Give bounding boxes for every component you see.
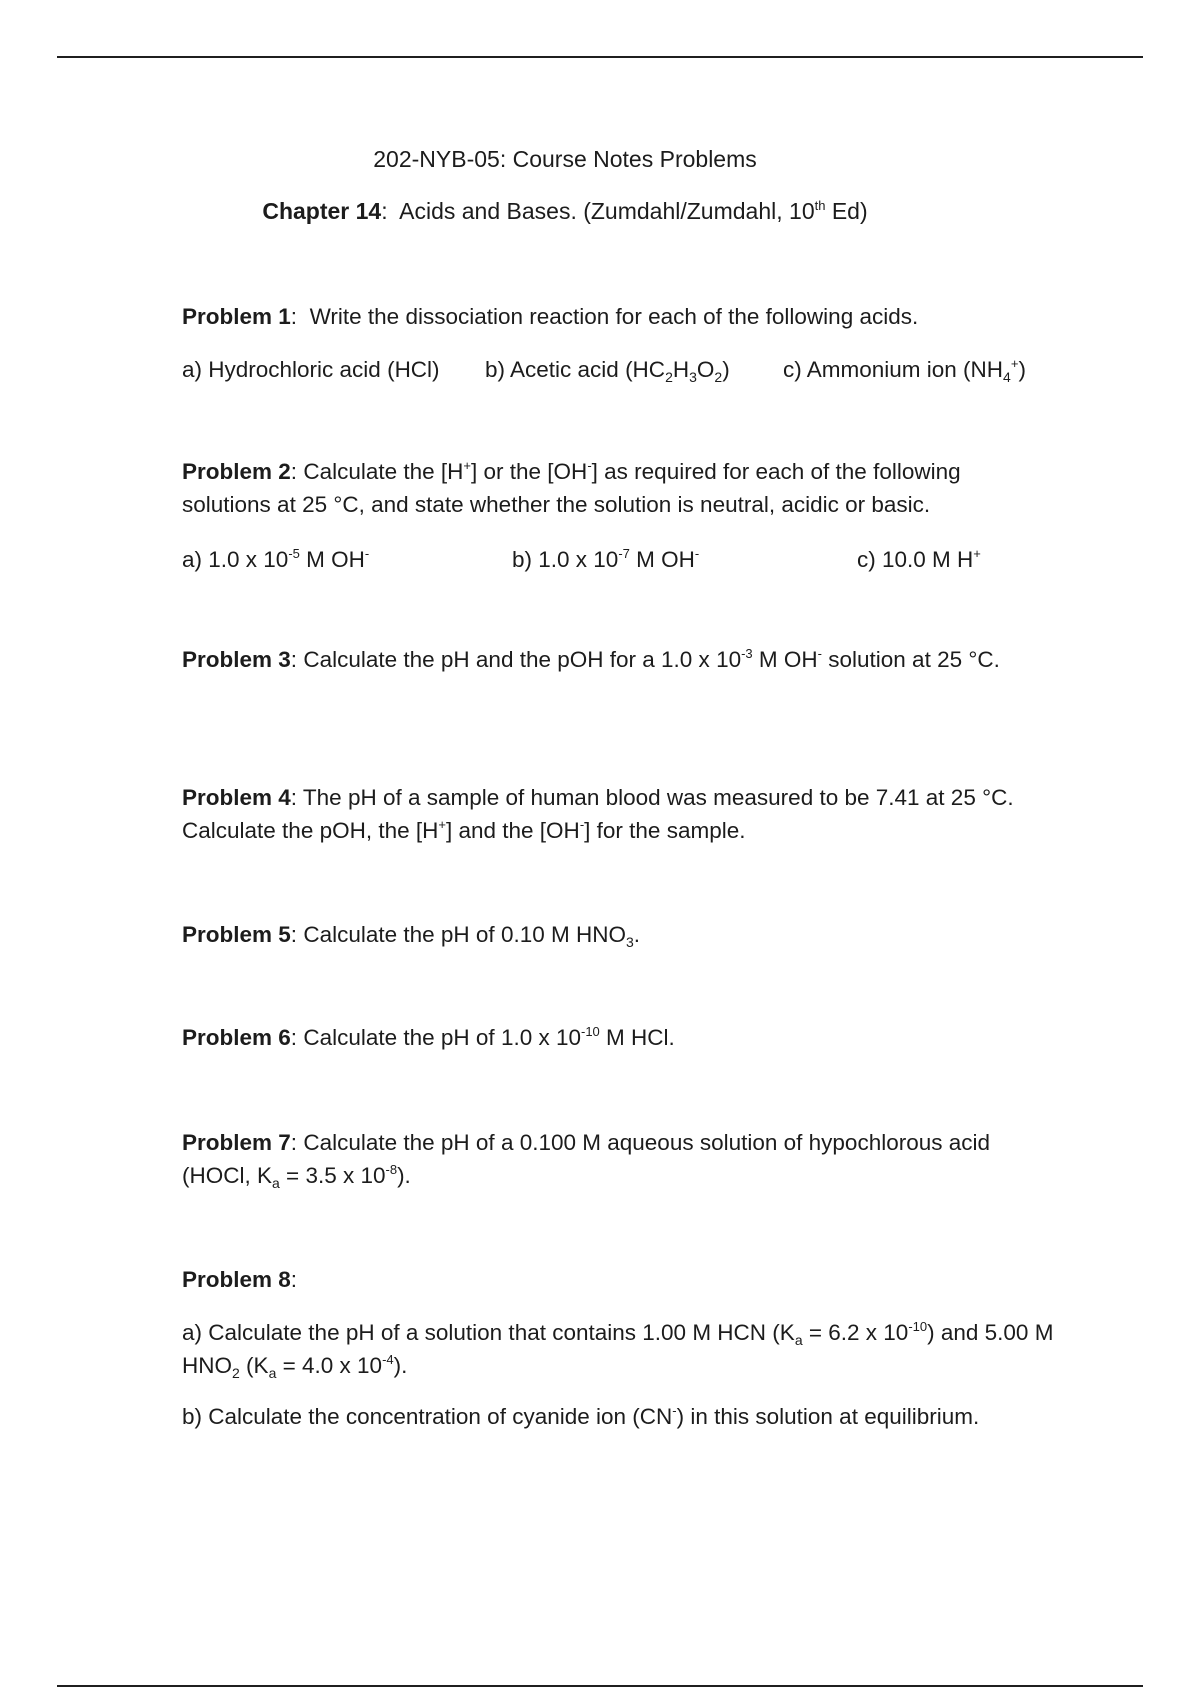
problem-2-option-b: b) 1.0 x $10^{-7}$ M OH-	[512, 546, 700, 572]
problem-1-label: Problem 1	[182, 304, 291, 329]
problem-1	[182, 300, 1062, 333]
course-title: 202-NYB-05: Course Notes Problems	[373, 146, 757, 172]
problem-2-label: Problem 2	[182, 459, 291, 484]
problem-2-option-c: c) 10.0 M H+	[857, 546, 981, 572]
problem-1-options	[182, 357, 1062, 391]
separator: :	[290, 785, 298, 810]
separator: :	[290, 647, 298, 672]
problem-1-option-a: a) Hydrochloric acid (HCl)	[182, 357, 440, 382]
top-rule	[57, 56, 1143, 58]
problem-8-part-b: b) Calculate the concentration of cyanide ion (CN-) in this solution at equilibrium.	[182, 1403, 980, 1429]
problem-6-label: Problem 6	[182, 1025, 291, 1050]
problem-2-option-a: a) 1.0 x $10^{-5}$ M OH-	[182, 546, 370, 572]
problem-4: Problem 4: The pH of a sample of human blood was measured to be 7.41 at 25 °C. Calculate the pOH, the [H+] and the [OH-] for the sample.	[182, 785, 1014, 843]
problem-3-label: Problem 3	[182, 647, 291, 672]
separator: :	[381, 198, 388, 224]
problem-7-label: Problem 7	[182, 1130, 291, 1155]
edition-sup: th	[814, 198, 826, 213]
problem-1-option-c: c) Ammonium ion $(NH_4^+)$	[783, 356, 1026, 385]
problem-1-text: Write the dissociation reaction for each of the following acids.	[309, 304, 919, 329]
problem-8-part-a: a) Calculate the pH of a solution that contains 1.00 M HCN ($K_a = 6.2$ x $10^{-10}$) and 5.00 M $HNO_2$ ($K_a = 4.0$ x $10^{-4}$).	[182, 1319, 1054, 1381]
chapter-title: Acids and Bases. (Zumdahl/Zumdahl, 10	[399, 198, 815, 224]
problem-3: Problem 3: Calculate the pH and the pOH for a 1.0 x $10^{-3}$ M OH- solution at 25 °C.	[182, 646, 1000, 672]
problem-2-options	[182, 547, 1062, 581]
separator: :	[290, 459, 298, 484]
separator: :	[290, 304, 298, 329]
chapter-label: Chapter 14	[262, 198, 382, 224]
edition-tail: Ed)	[831, 198, 868, 224]
separator: :	[290, 1130, 298, 1155]
chapter-heading	[0, 198, 1130, 225]
problem-6: Problem 6: Calculate the pH of 1.0 x $10^{-10}$ M HCl.	[182, 1024, 675, 1050]
separator: :	[290, 1267, 298, 1292]
problem-1-option-b: b) Acetic acid $(HC_2H_3O_2)$	[485, 357, 730, 385]
separator: :	[290, 1025, 298, 1050]
problem-8-label: Problem 8	[182, 1267, 291, 1292]
problem-8	[182, 1263, 1062, 1296]
bottom-rule	[57, 1685, 1143, 1687]
problem-7: Problem 7: Calculate the pH of a 0.100 M aqueous solution of hypochlorous acid (HOCl, $K_a = 3.5$ x $10^{-8}$).	[182, 1130, 991, 1191]
separator: :	[290, 922, 298, 947]
problem-2: Problem 2: Calculate the [H+] or the [OH-] as required for each of the following solutions at 25 °C, and state whether the solution is neutral, acidic or basic.	[182, 458, 961, 517]
problem-5: Problem 5: Calculate the pH of 0.10 M $HNO_3$.	[182, 922, 641, 950]
problem-4-label: Problem 4	[182, 785, 291, 810]
problem-5-label: Problem 5	[182, 922, 291, 947]
